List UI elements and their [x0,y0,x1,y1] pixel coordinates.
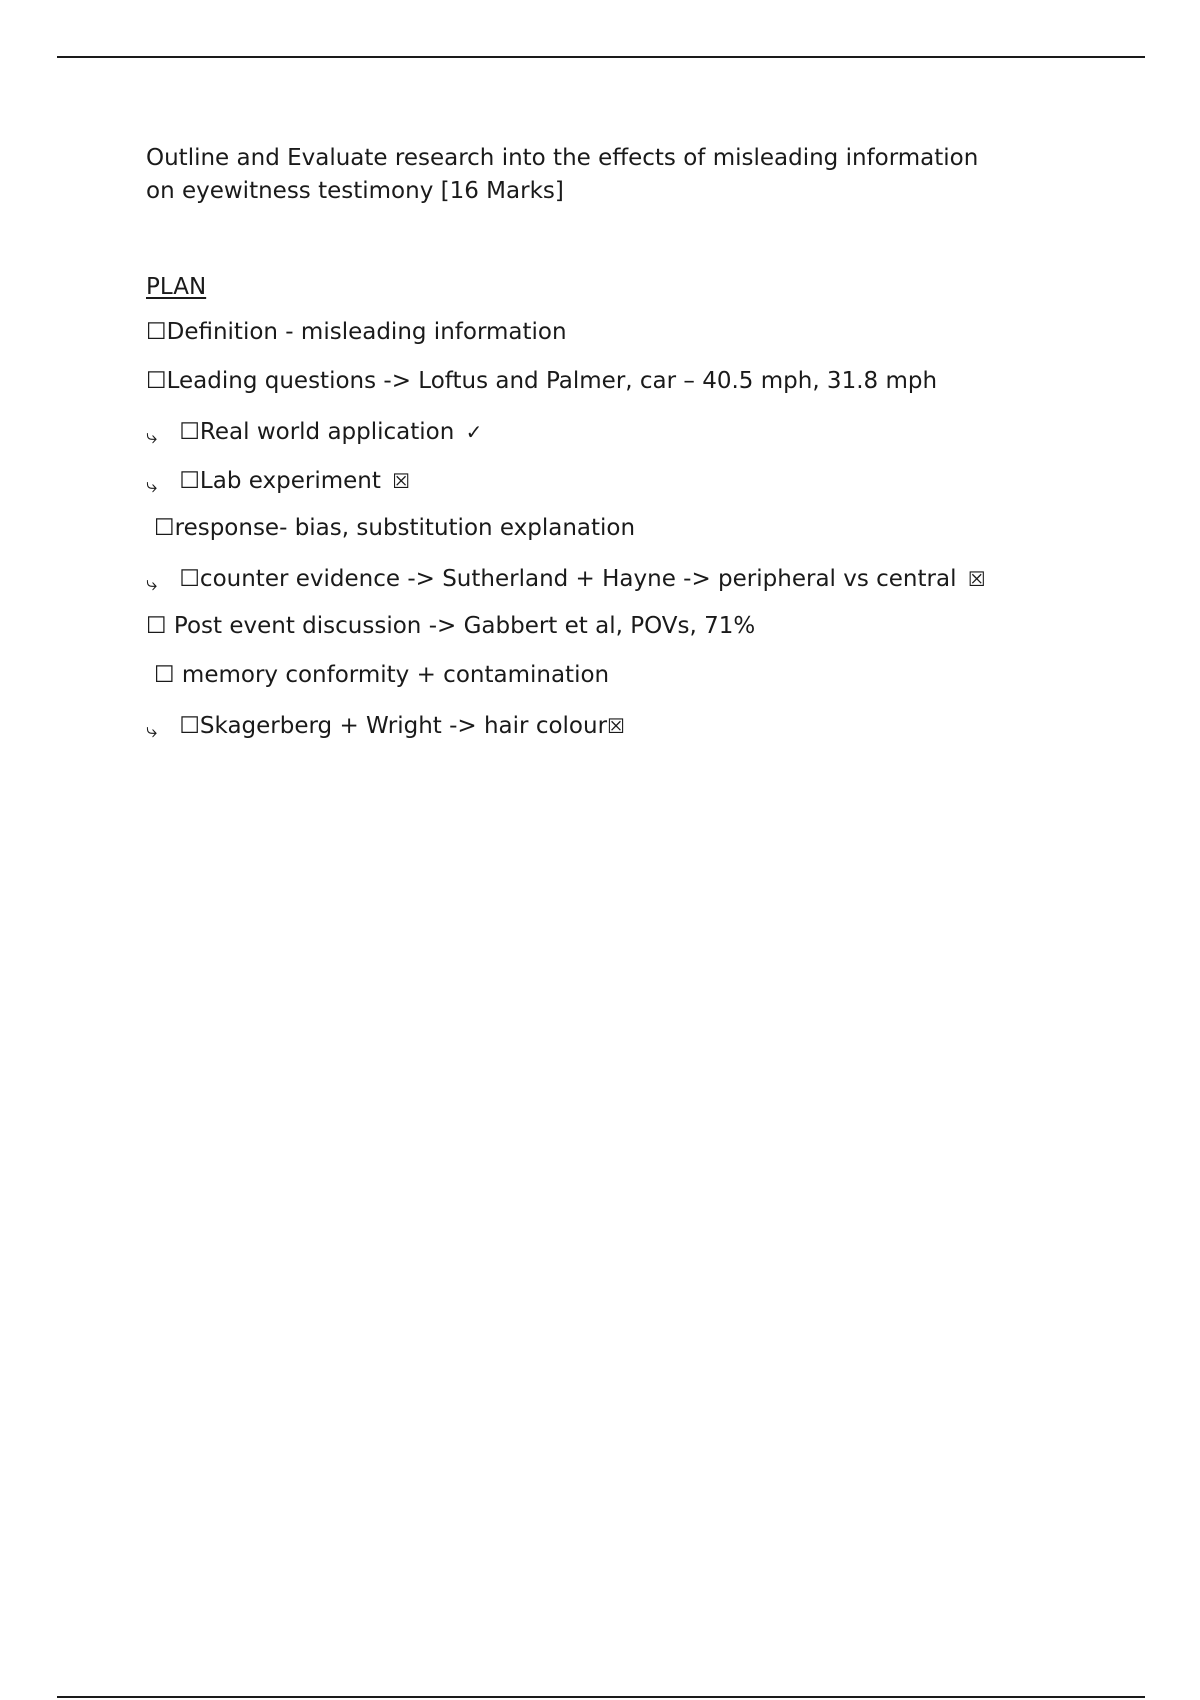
plan-heading: PLAN [146,274,207,300]
sub-point-arrow-icon: ⤷ [146,473,158,497]
plan-item [146,512,1046,545]
plan-list [146,316,1046,745]
crossed-box-icon: ☒ [392,469,411,493]
plan-item [146,316,1046,349]
plan-item-text: ☐Lab experiment [179,468,381,494]
plan-item [146,365,1046,398]
plan-item-text: ☐response- bias, substitution explanation [154,515,636,541]
checkmark-icon: ✓ [465,420,483,444]
plan-item-text: ☐ Post event discussion -> Gabbert et al, POVs, 71% [146,613,756,639]
sub-point-arrow-icon: ⤷ [146,718,158,742]
header-rule [57,56,1145,58]
plan-item-text: ☐Definition - misleading information [146,319,567,345]
document-body [146,142,1046,757]
question-line-1: Outline and Evaluate research into the effects of misleading information [146,145,979,171]
footer-rule [57,1696,1145,1698]
question-line-2: on eyewitness testimony [16 Marks] [146,178,564,204]
crossed-box-icon: ☒ [607,714,625,738]
plan-item [146,463,1046,500]
plan-item [146,414,1046,451]
plan-item [146,659,1046,692]
plan-item-text: ☐counter evidence -> Sutherland + Hayne -> peripheral vs central [179,566,957,592]
essay-question [146,142,1046,208]
plan-item [146,610,1046,643]
sub-point-arrow-icon: ⤷ [146,571,158,595]
sub-point-arrow-icon: ⤷ [146,424,158,448]
plan-item-text: ☐Real world application [179,419,455,445]
plan-item-text: ☐Skagerberg + Wright -> hair colour [179,713,608,739]
plan-item-text: ☐Leading questions -> Loftus and Palmer, car – 40.5 mph, 31.8 mph [146,368,938,394]
crossed-box-icon: ☒ [967,567,986,591]
plan-item [146,708,1046,745]
plan-item [146,561,1046,598]
plan-item-text: ☐ memory conformity + contamination [154,662,610,688]
